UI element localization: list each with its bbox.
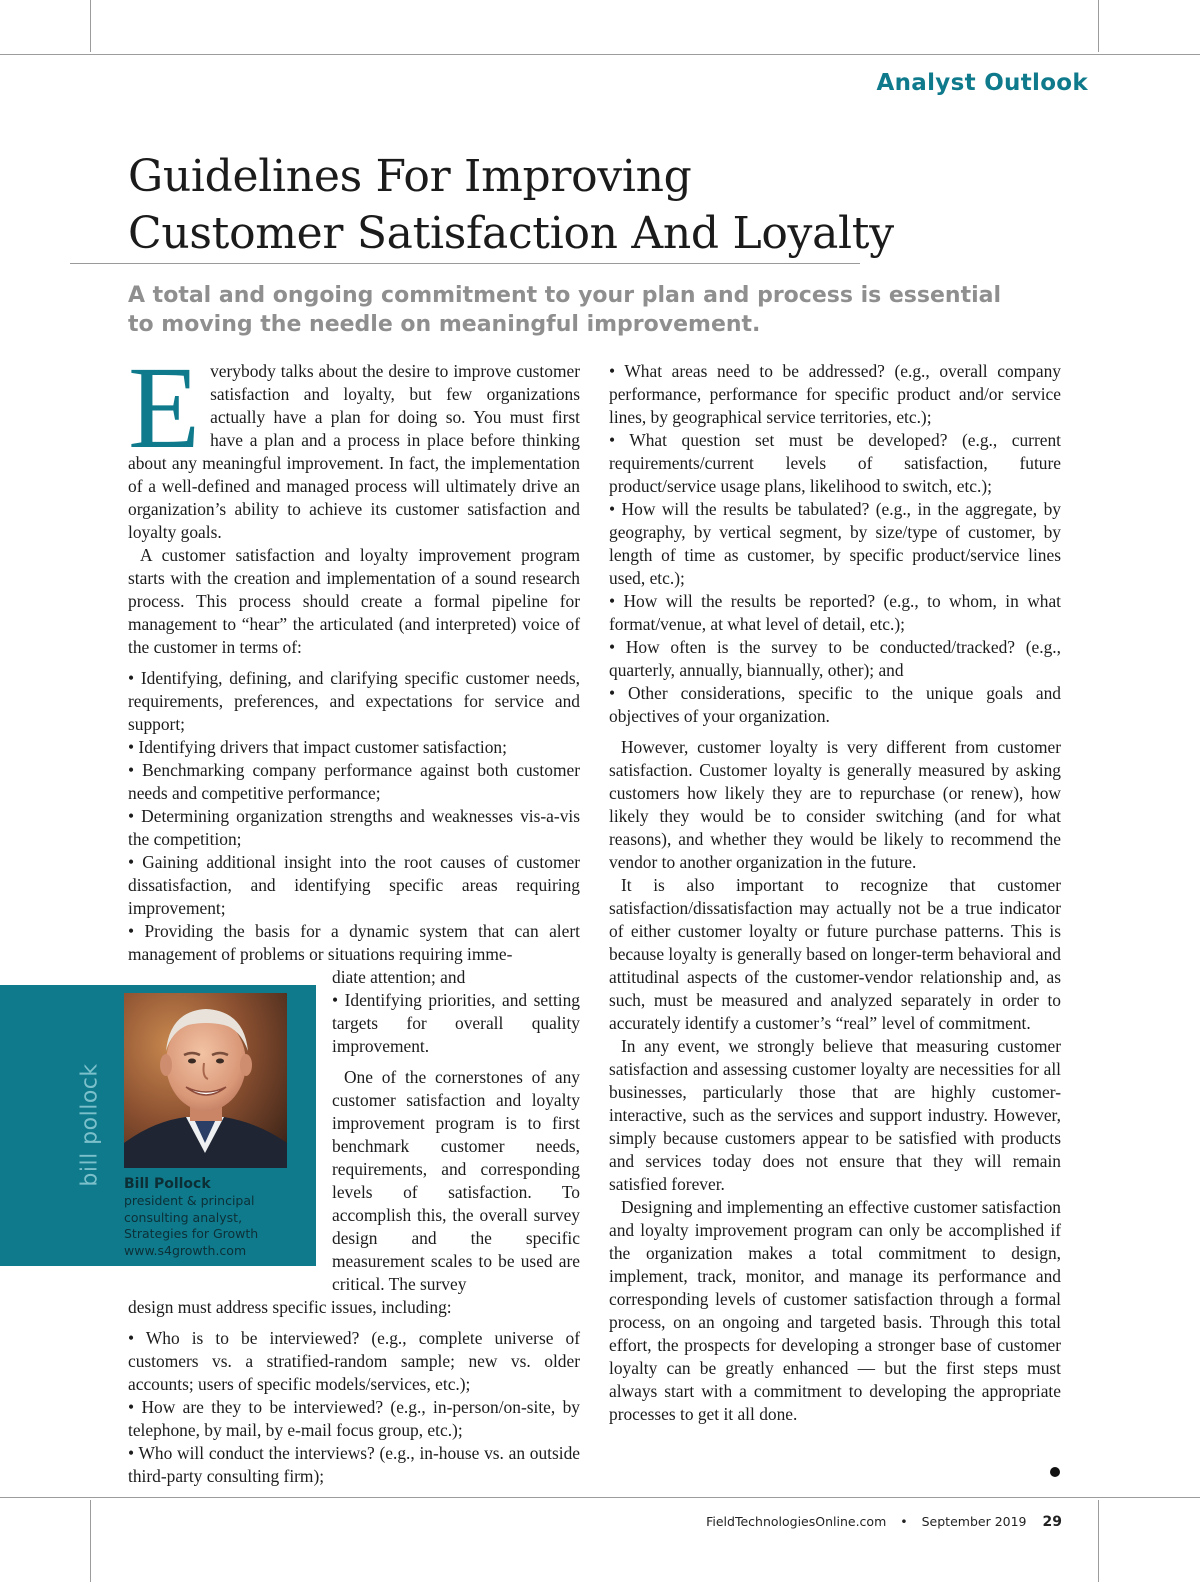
paragraph: One of the cornerstones of any customer satisfaction and loyalty improvement program is to first benchmark customer needs, requirements, and corresponding levels of satisfaction. To accomplish this, the overall survey design and the specific measurement scales to be used are critical. The survey bbox=[332, 1067, 580, 1294]
crop-mark bbox=[0, 54, 1200, 55]
page-footer bbox=[0, 1514, 1062, 1530]
author-website[interactable]: www.s4growth.com bbox=[124, 1242, 247, 1258]
list-item: • How often is the survey to be conducted/tracked? (e.g., quarterly, annually, biannually, other); and bbox=[609, 637, 1061, 680]
author-title: president & principal bbox=[124, 1193, 255, 1208]
list-item: • How will the results be reported? (e.g., to whom, in what format/venue, at what level of detail, etc.); bbox=[609, 591, 1061, 634]
end-of-article-mark bbox=[1050, 1467, 1060, 1477]
title-line-1: Guidelines For Improving bbox=[128, 151, 692, 202]
footer-date: September 2019 bbox=[921, 1514, 1027, 1529]
drop-cap: E bbox=[128, 342, 201, 473]
title-divider bbox=[70, 263, 860, 264]
list-item: • Determining organization strengths and weaknesses vis-a-vis the competition; bbox=[128, 806, 580, 849]
list-item: • How will the results be tabulated? (e.g., in the aggregate, by geography, by vertical segment, by size/type of customer, by length of time as customer, by specific product/service lines used, etc.); bbox=[609, 499, 1061, 588]
paragraph: In any event, we strongly believe that measuring customer satisfaction and assessing customer loyalty are necessities for all businesses, particularly those that are highly customer-interactive, such as the services and support industry. However, simply because customers appear to be satisfied with products and services today does not ensure that they will remain satisfied forever. bbox=[609, 1036, 1061, 1194]
list-item: • Identifying priorities, and setting targets for overall quality improvement. bbox=[332, 990, 580, 1056]
title-line-2: Customer Satisfaction And Loyalty bbox=[128, 208, 894, 259]
author-bio bbox=[124, 1176, 314, 1259]
author-portrait-image bbox=[124, 993, 287, 1168]
bullet-list bbox=[128, 1327, 580, 1488]
bullet-list bbox=[128, 667, 580, 966]
crop-mark bbox=[90, 0, 91, 52]
author-role: consulting analyst, bbox=[124, 1209, 243, 1225]
list-item: • What question set must be developed? (e.g., current requirements/current levels of satisfaction, future product/service usage plans, likelihood to switch, etc.); bbox=[609, 430, 1061, 496]
list-item: • Benchmarking company performance against both customer needs and competitive performance; bbox=[128, 760, 580, 803]
right-column bbox=[609, 360, 1061, 1426]
bullet-list bbox=[609, 360, 1061, 728]
author-vertical-text: bill pollock bbox=[77, 1063, 103, 1187]
list-item: • Providing the basis for a dynamic system that can alert management of problems or situations requiring imme- bbox=[128, 921, 580, 964]
list-item-continuation: diate attention; and bbox=[332, 967, 466, 987]
list-item: • How are they to be interviewed? (e.g., in-person/on-site, by telephone, by mail, by e-mail focus group, etc.); bbox=[128, 1397, 580, 1440]
paragraph-continuation: design must address specific issues, including: bbox=[128, 1297, 452, 1317]
crop-mark bbox=[1098, 0, 1099, 52]
left-column bbox=[128, 342, 580, 1488]
wrapped-text bbox=[332, 966, 580, 1296]
list-item: • Who is to be interviewed? (e.g., complete universe of customers vs. a stratified-random sample; new vs. older accounts; users of specific models/services, etc.); bbox=[128, 1328, 580, 1394]
crop-mark bbox=[1098, 1500, 1099, 1582]
article-subtitle bbox=[128, 281, 1028, 339]
intro-paragraph bbox=[128, 342, 580, 544]
list-item: • Identifying, defining, and clarifying specific customer needs, requirements, preferences, and expectations for service and support; bbox=[128, 668, 580, 734]
crop-mark bbox=[0, 1497, 1200, 1498]
list-item: • Other considerations, specific to the unique goals and objectives of your organization. bbox=[609, 683, 1061, 726]
list-item: • What areas need to be addressed? (e.g., overall company performance, performance for specific product and/or service lines, by geographical service territories, etc.); bbox=[609, 361, 1061, 427]
paragraph: Designing and implementing an effective customer satisfaction and loyalty improvement program can only be accomplished if the organization makes a total commitment to design, implement, track, monitor, and manage its performance and corresponding levels of customer satisfaction through a formal process, on an ongoing and targeted basis. Through this total effort, the prospects for developing a stronger base of customer loyalty can be greatly enhanced — but the first steps must always start with a commitment to developing the appropriate processes to get it all done. bbox=[609, 1197, 1061, 1424]
paragraph: It is also important to recognize that customer satisfaction/dissatisfaction may actually not be a true indicator of either customer loyalty or future purchase patterns. This is because loyalty is generally based on longer-term behavioral and attitudinal aspects of the customer-vendor relationship and, as such, must be measured and analyzed separately in order to accurately identify a customer’s “real” level of commitment. bbox=[609, 875, 1061, 1033]
section-label: Analyst Outlook bbox=[876, 70, 1088, 96]
list-item: • Who will conduct the interviews? (e.g., in-house vs. an outside third-party consulting firm); bbox=[128, 1443, 580, 1486]
paragraph: A customer satisfaction and loyalty improvement program starts with the creation and implementation of a sound research process. This process should create a formal pipeline for management to “hear” the articulated (and interpreted) voice of the customer in terms of: bbox=[128, 545, 580, 657]
article-title bbox=[128, 148, 894, 262]
footer-site[interactable]: FieldTechnologiesOnline.com bbox=[706, 1514, 887, 1529]
crop-mark bbox=[90, 1500, 91, 1582]
paragraph: However, customer loyalty is very different from customer satisfaction. Customer loyalty is generally measured by asking customers how likely they are to repurchase (or renew), how likely they would be to consider switching (and for what reasons), and whether they would be likely to recommend the vendor to another organization in the future. bbox=[609, 737, 1061, 872]
footer-separator: • bbox=[900, 1514, 908, 1529]
page-number: 29 bbox=[1042, 1514, 1062, 1530]
author-portrait bbox=[124, 993, 287, 1168]
author-company: Strategies for Growth bbox=[124, 1226, 259, 1241]
subtitle-line-1: A total and ongoing commitment to your plan and process is essential bbox=[128, 283, 1002, 308]
author-vertical-label bbox=[62, 1060, 118, 1190]
list-item: • Identifying drivers that impact customer satisfaction; bbox=[128, 737, 507, 757]
intro-text: verybody talks about the desire to improve customer satisfaction and loyalty, but few organizations actually have a plan for doing so. You must first have a plan and a process in place before thinking about any meaningful improvement. In fact, the implementation of a well-defined and managed process will ultimately drive an organization’s ability to achieve its customer satisfaction and loyalty goals. bbox=[128, 361, 580, 542]
author-name: Bill Pollock bbox=[124, 1176, 211, 1192]
list-item: • Gaining additional insight into the root causes of customer dissatisfaction, and identifying specific areas requiring improvement; bbox=[128, 852, 580, 918]
subtitle-line-2: to moving the needle on meaningful improvement. bbox=[128, 312, 761, 337]
